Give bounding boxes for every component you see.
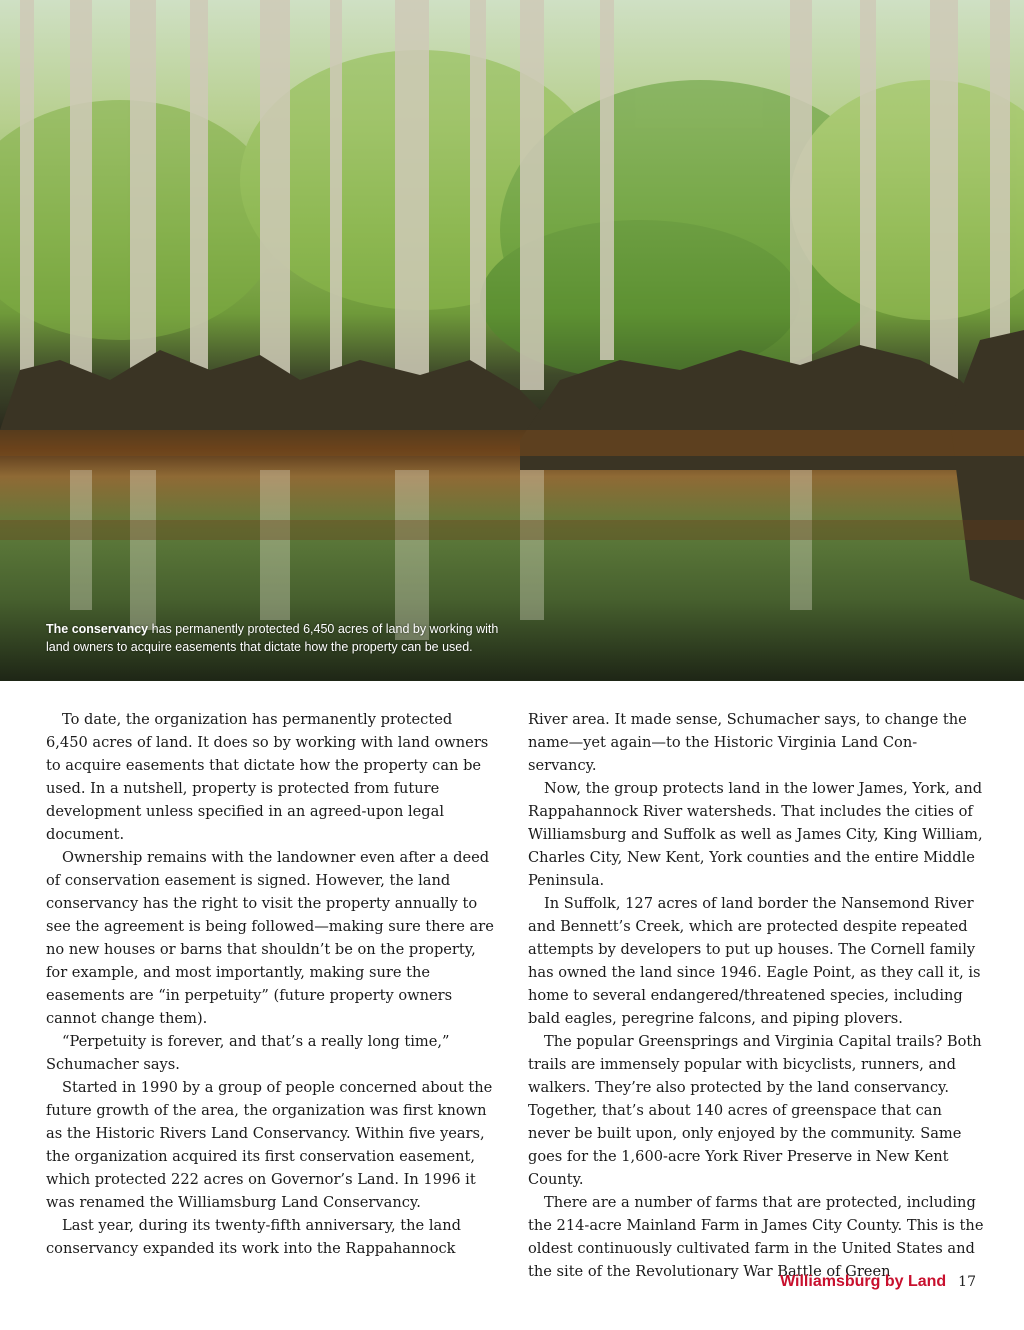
- article-column-right: [528, 708, 984, 1283]
- photo-caption: [46, 620, 516, 656]
- paragraph: Now, the group protects land in the lower James, York, and Rappahannock River watersheds. That includes the cities of Williamsburg and Suffolk as well as James City, King William, Charles City, New Kent, York counties and the entire Middle Peninsula.: [528, 780, 983, 889]
- page-number: 17: [958, 1274, 976, 1290]
- paragraph: Ownership remains with the landowner even after a deed of conservation easement is signed. However, the land conservancy has the right to visit the property annually to see the agreement is being followed—making sure there are no new houses or barns that shouldn’t be on the property, for example, and most importantly, making sure the easements are “in perpetuity” (future property owners cannot change them).: [46, 849, 494, 1027]
- page-footer: [780, 1273, 976, 1291]
- paragraph: In Suffolk, 127 acres of land border the Nansemond River and Bennett’s Creek, which are protected despite repeated attempts by developers to put up houses. The Cornell family has owned the land since 1946. Eagle Point, as they call it, is home to several endangered/threatened species, including bald eagles, peregrine falcons, and piping plovers.: [528, 895, 981, 1027]
- paragraph: Started in 1990 by a group of people concerned about the future growth of the area, the organization was first known as the Historic Rivers Land Conservancy. Within five years, the organization acquired its first conservation easement, which protected 222 acres on Governor’s Land. In 1996 it was renamed the Williamsburg Land Conservancy.: [46, 1079, 493, 1211]
- paragraph: To date, the organization has permanently protected 6,450 acres of land. It does so by working with land owners to acquire easements that dictate how the property can be used. In a nutshell, property is protected from future development unless specified in an agreed-upon legal document.: [46, 711, 489, 843]
- publication-name: Williamsburg by Land: [780, 1273, 947, 1290]
- paragraph-continued: River area. It made sense, Schumacher says, to change the name—yet again—to the Historic Virginia Land Con-servancy.: [528, 711, 967, 774]
- water-reflections: [70, 470, 812, 640]
- paragraph: Last year, during its twenty-fifth anniversary, the land conservancy expanded its work into the Rappahannock: [46, 1217, 461, 1257]
- paragraph: There are a number of farms that are protected, including the 214-acre Mainland Farm in James City County. This is the oldest continuously cultivated farm in the United States and the site of the Revolutionary War Battle of Green: [528, 1194, 984, 1280]
- paragraph: The popular Greensprings and Virginia Capital trails? Both trails are immensely popular with bicyclists, runners, and walkers. They’re also protected by the land conservancy. Together, that’s about 140 acres of greenspace that can never be built upon, only enjoyed by the community. Same goes for the 1,600-acre York River Preserve in New Kent County.: [528, 1033, 982, 1188]
- tannin-water-band: [0, 430, 1024, 456]
- paragraph: “Perpetuity is forever, and that’s a really long time,” Schumacher says.: [46, 1033, 450, 1073]
- caption-text: has permanently protected 6,450 acres of land by working with land owners to acquire easements that dictate how the property can be used.: [46, 622, 499, 654]
- caption-bold: The conservancy: [46, 622, 149, 636]
- article-column-left: [46, 708, 498, 1260]
